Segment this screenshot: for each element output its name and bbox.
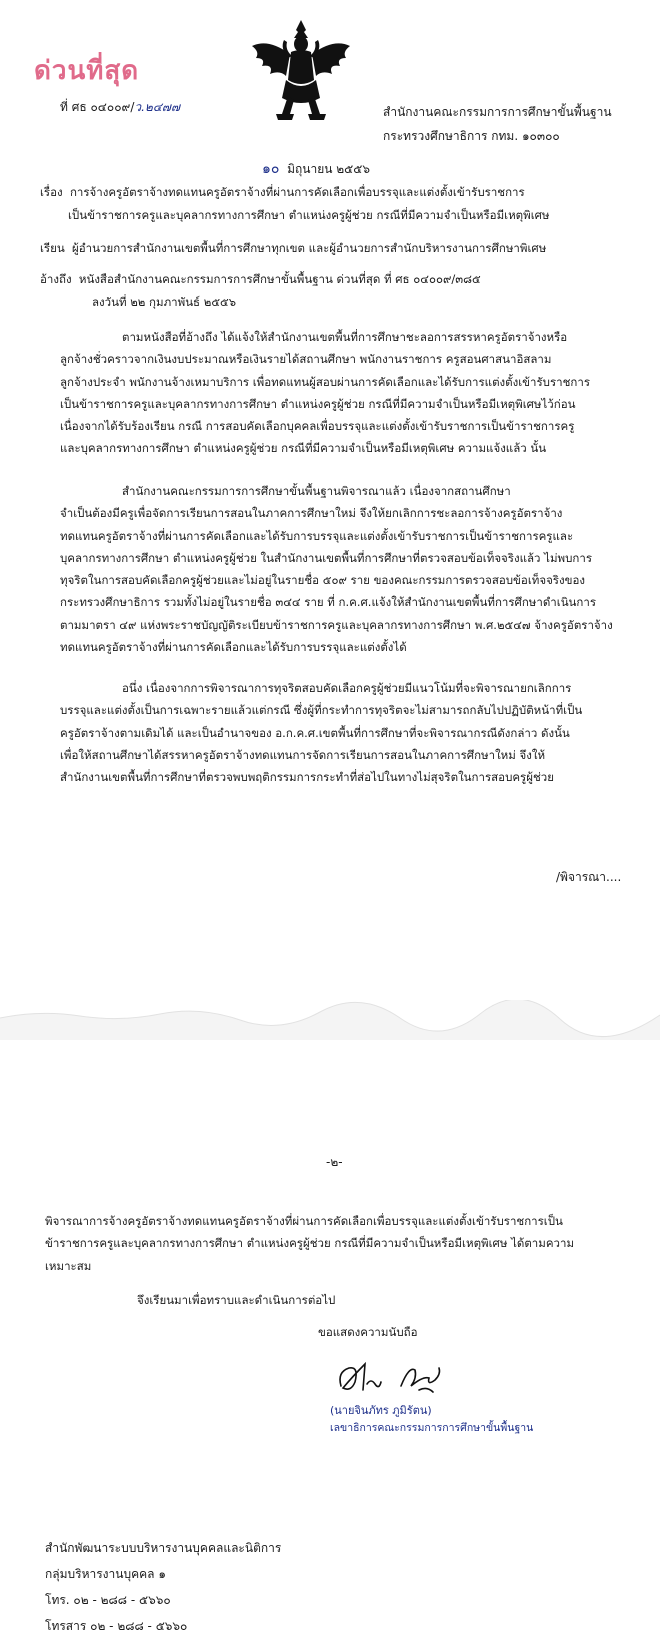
addressee-label: เรียน — [40, 241, 65, 255]
paragraph-line: ทุจริตในการสอบคัดเลือกครูผู้ช่วยและไม่อยู่ในรายชื่อ ๕๐๙ ราย ของคณะกรรมการตรวจสอบข้อเท็จจริงของ — [60, 573, 585, 588]
paragraph-line: ทดแทนครูอัตราจ้างที่ผ่านการคัดเลือกและได้รับการบรรจุและแต่งตั้งเข้ารับราชการเป็นข้าราชการครูและ — [60, 528, 574, 543]
subject-text-1: การจ้างครูอัตราจ้างทดแทนครูอัตราจ้างที่ผ่านการคัดเลือกเพื่อบรรจุและแต่งตั้งเข้ารับราชการ — [69, 185, 525, 199]
paragraph-line: สำนักงานคณะกรรมการการศึกษาขั้นพื้นฐานพิจารณาแล้ว เนื่องจากสถานศึกษา — [122, 484, 511, 498]
continued-marker: /พิจารณา.... — [556, 870, 622, 884]
reference-handwritten-number: ว.๒๔๗๗ — [134, 100, 180, 114]
footer-fax: โทรสาร ๐๒ - ๒๘๘ - ๕๖๖๐ — [45, 1619, 188, 1633]
closing-salutation: ขอแสดงความนับถือ — [318, 1325, 418, 1339]
reference-text-1: หนังสือสำนักงานคณะกรรมการการศึกษาขั้นพื้นฐาน ด่วนที่สุด ที่ ศธ ๐๔๐๐๙/๓๘๕ — [78, 272, 481, 286]
urgency-stamp: ด่วนที่สุด — [34, 56, 140, 86]
paragraph-line: ครูอัตราจ้างตามเดิมได้ และเป็นอำนาจของ อ.ก.ค.ศ.เขตพื้นที่การศึกษาที่จะพิจารณากรณีดังกล่าว ดังนั้น — [60, 725, 570, 740]
date-month-year: มิถุนายน ๒๕๕๖ — [287, 162, 370, 176]
paragraph-line: เพื่อให้สถานศึกษาได้สรรหาครูอัตราจ้างทดแทนการจัดการเรียนการสอนในภาคการศึกษาใหม่ จึงให้ — [60, 747, 546, 762]
addressee — [40, 240, 546, 258]
signer-title: เลขาธิการคณะกรรมการการศึกษาขั้นพื้นฐาน — [330, 1422, 534, 1434]
footer-department: สำนักพัฒนาระบบบริหารงานบุคคลและนิติการ — [45, 1541, 282, 1555]
paragraph-line: กระทรวงศึกษาธิการ รวมทั้งไม่อยู่ในรายชื่อ ๓๔๔ ราย ที่ ก.ค.ศ.แจ้งให้สำนักงานเขตพื้นที่การศึกษาดำเนินการ — [60, 595, 597, 610]
letter-date — [262, 158, 370, 180]
issuer-ministry: กระทรวงศึกษาธิการ กทม. ๑๐๓๐๐ — [383, 129, 560, 143]
subject-label: เรื่อง — [40, 185, 63, 199]
addressee-text: ผู้อำนวยการสำนักงานเขตพื้นที่การศึกษาทุกเขต และผู้อำนวยการสำนักบริหารงานการศึกษาพิเศษ — [72, 241, 547, 255]
paragraph-line: อนึ่ง เนื่องจากการพิจารณาการทุจริตสอบคัดเลือกครูผู้ช่วยมีแนวโน้มที่จะพิจารณายกเลิกการ — [122, 681, 572, 695]
paragraph-line: บรรจุและแต่งตั้งเป็นการเฉพาะรายแล้วแต่กรณี ซึ่งผู้ที่กระทำการทุจริตจะไม่สามารถกลับไปปฏิบัติหน้าที่เป็น — [60, 703, 583, 718]
paragraph-line: และบุคลากรทางการศึกษา ตำแหน่งครูผู้ช่วย กรณีที่มีความจำเป็นหรือมีเหตุพิเศษ ความแจ้งแล้ว นั้น — [60, 441, 547, 456]
footer-phone: โทร. ๐๒ - ๒๘๘ - ๕๖๖๐ — [45, 1593, 171, 1607]
page2-paragraph — [45, 1210, 574, 1277]
document-reference-number — [60, 98, 180, 117]
reference-label: อ้างถึง — [40, 272, 72, 286]
paragraph-line: ข้าราชการครูและบุคลากรทางการศึกษา ตำแหน่งครูผู้ช่วย กรณีที่มีความจำเป็นหรือมีเหตุพิเศษ ได้ตามความ — [45, 1236, 575, 1251]
page-separator — [0, 1000, 660, 1040]
date-day: ๑๐ — [262, 161, 280, 177]
signature-icon — [335, 1356, 455, 1398]
paragraph-line: เนื่องจากได้รับร้องเรียน กรณี การสอบคัดเลือกบุคคลเพื่อบรรจุและแต่งตั้งเข้ารับราชการเป็นข้าราชการครู — [60, 419, 575, 434]
paragraph-line: พิจารณาการจ้างครูอัตราจ้างทดแทนครูอัตราจ้างที่ผ่านการคัดเลือกเพื่อบรรจุและแต่งตั้งเข้ารับราชการเป็น — [45, 1214, 563, 1228]
paragraph-line: ลูกจ้างชั่วคราวจากเงินงบประมาณหรือเงินรายได้สถานศึกษา พนักงานราชการ ครูสอนศาสนาอิสลาม — [60, 352, 552, 367]
signer-name: (นายจินภัทร ภูมิรัตน) — [330, 1404, 432, 1417]
paragraph-line: เหมาะสม — [45, 1258, 92, 1273]
paragraph-line: บุคลากรทางการศึกษา ตำแหน่งครูผู้ช่วย ในสำนักงานเขตพื้นที่การศึกษาที่ตรวจสอบข้อเท็จจริงแล้ว ไม่พบการ — [60, 550, 593, 565]
issuer-office: สำนักงานคณะกรรมการการศึกษาขั้นพื้นฐาน — [383, 105, 612, 119]
paragraph-line: ตามหนังสือที่อ้างถึง ได้แจ้งให้สำนักงานเขตพื้นที่การศึกษาชะลอการสรรหาครูอัตราจ้างหรือ — [122, 330, 568, 344]
subject-line-2: เป็นข้าราชการครูและบุคลากรทางการศึกษา ตำแหน่งครูผู้ช่วย กรณีที่มีความจำเป็นหรือมีเหตุพิเศษ — [68, 208, 550, 222]
page-number: -๒- — [326, 1155, 343, 1169]
paragraph-1 — [60, 326, 590, 460]
paragraph-line: จำเป็นต้องมีครูเพื่อจัดการเรียนการสอนในภาคการศึกษาใหม่ จึงให้ยกเลิกการชะลอการจ้างครูอัตราจ้าง — [60, 506, 563, 521]
subject-line-1 — [40, 184, 525, 202]
footer-group: กลุ่มบริหารงานบุคคล ๑ — [45, 1567, 166, 1581]
paragraph-2 — [60, 480, 613, 658]
issuer-address — [383, 100, 612, 148]
paragraph-line: ทดแทนครูอัตราจ้างที่ผ่านการคัดเลือกและได้รับการบรรจุและแต่งตั้งได้ — [60, 640, 407, 655]
contact-footer — [45, 1535, 281, 1639]
closing-request: จึงเรียนมาเพื่อทราบและดำเนินการต่อไป — [137, 1293, 336, 1307]
paragraph-line: สำนักงานเขตพื้นที่การศึกษาที่ตรวจพบพฤติกรรมการกระทำที่ส่อไปในทางไม่สุจริตในการสอบครูผู้ช่วย — [60, 770, 554, 785]
paragraph-line: เป็นข้าราชการครูและบุคลากรทางการศึกษา ตำแหน่งครูผู้ช่วย กรณีที่มีความจำเป็นหรือมีเหตุพิเศษไว้ก่อน — [60, 396, 576, 411]
paragraph-3 — [60, 677, 582, 788]
reference-line-1 — [40, 271, 481, 289]
paragraph-line: ตามมาตรา ๔๙ แห่งพระราชบัญญัติระเบียบข้าราชการครูและบุคลากรทางการศึกษา พ.ศ.๒๕๔๗ จ้างครูอัตราจ้าง — [60, 617, 613, 632]
paragraph-line: ลูกจ้างประจำ พนักงานจ้างเหมาบริการ เพื่อทดแทนผู้สอบผ่านการคัดเลือกและได้รับการแต่งตั้งเข้ารับราชการ — [60, 374, 591, 389]
reference-line-2: ลงวันที่ ๒๒ กุมภาพันธ์ ๒๕๕๖ — [92, 295, 237, 309]
garuda-emblem-icon — [246, 18, 356, 122]
reference-prefix: ที่ ศธ ๐๔๐๐๙/ — [60, 100, 135, 114]
